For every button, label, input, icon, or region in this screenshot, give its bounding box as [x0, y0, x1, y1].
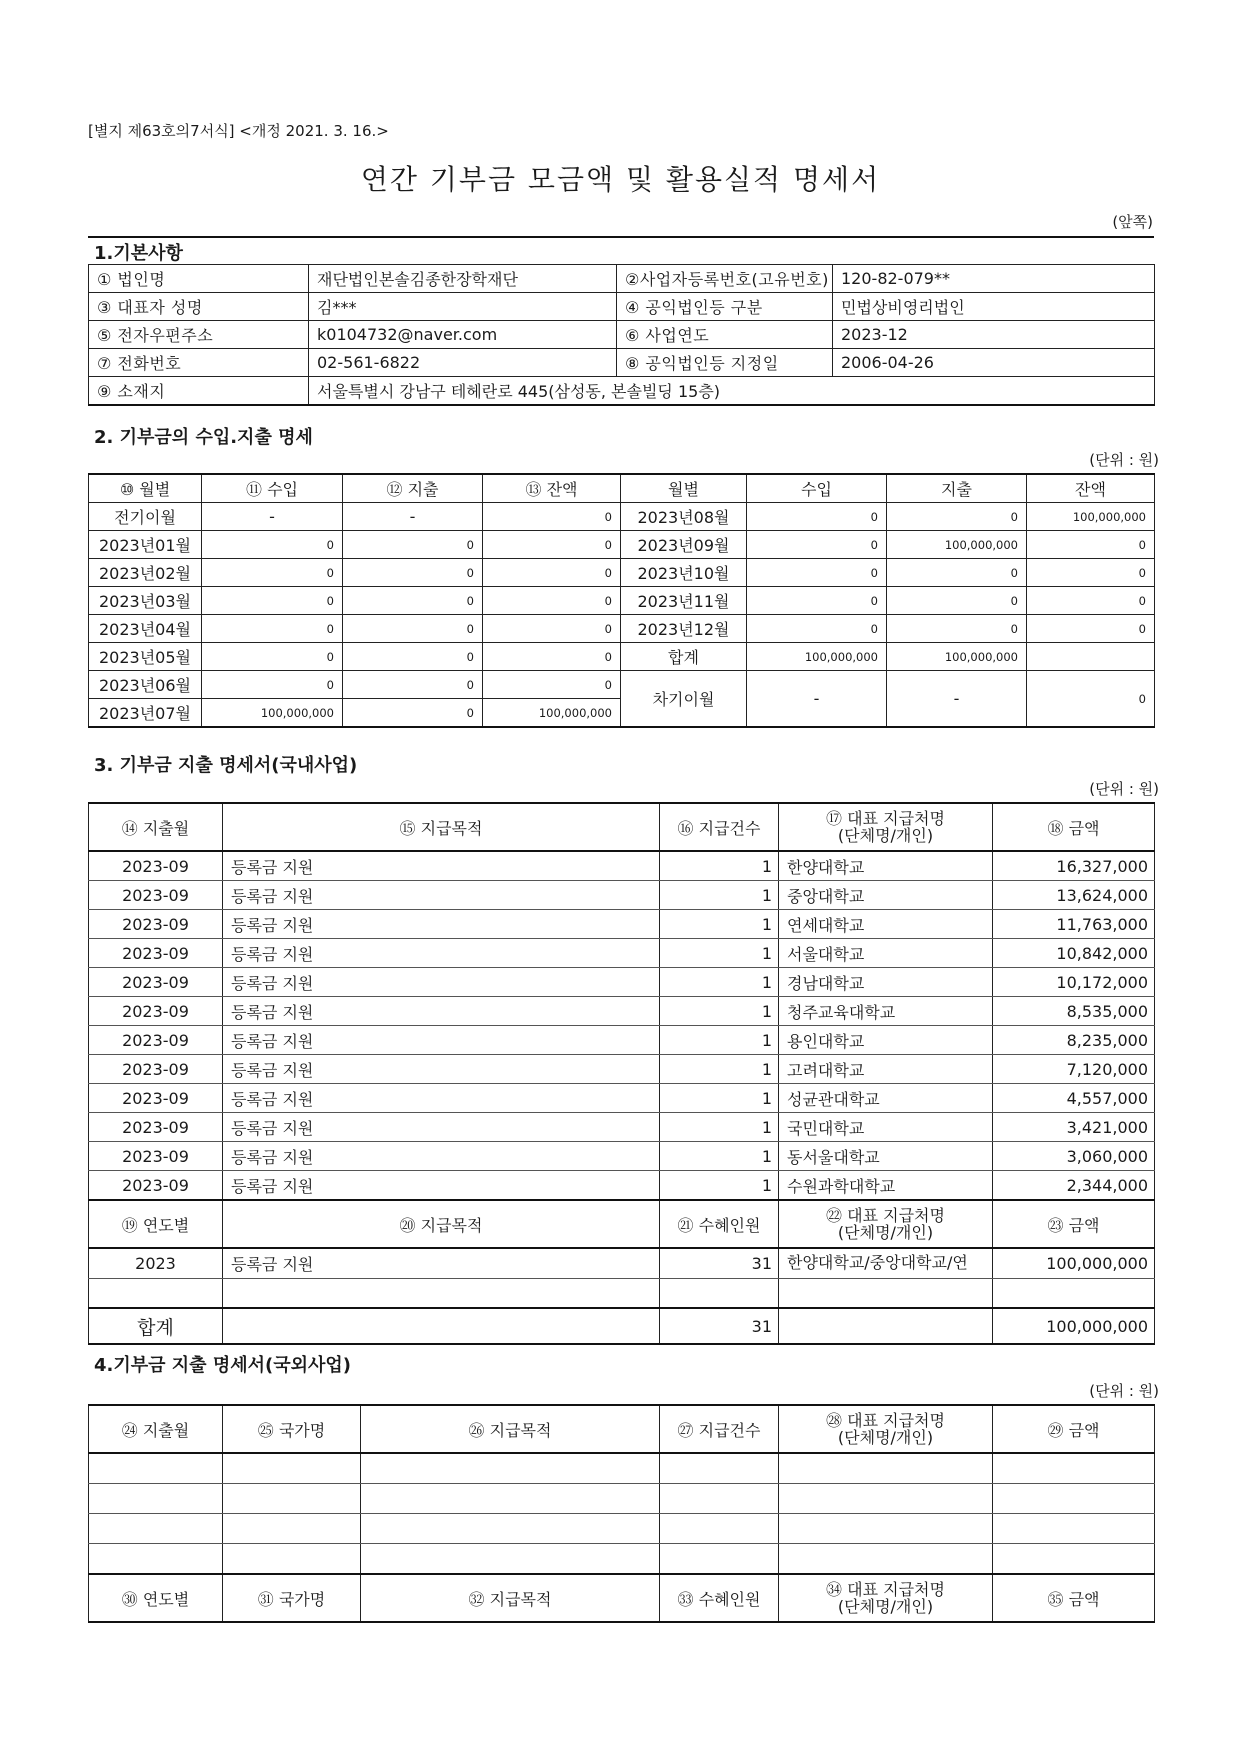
page-side-note: (앞쪽)	[1112, 213, 1153, 231]
income-cell: 0	[747, 615, 887, 643]
count-cell: 1	[660, 968, 779, 997]
income-cell: 100,000,000	[202, 699, 343, 728]
amount-cell: 10,842,000	[993, 939, 1155, 968]
purpose-cell	[223, 1308, 660, 1344]
form-reference: [별지 제63호의7서식] <개정 2021. 3. 16.>	[88, 122, 389, 140]
purpose-cell: 등록금 지원	[223, 1084, 660, 1113]
header-line: ㉘ 대표 지급처명	[826, 1411, 945, 1430]
table-header-row	[89, 1405, 1155, 1453]
income-expense-table	[88, 473, 1155, 728]
field-value: k0104732@naver.com	[309, 321, 617, 349]
balance-cell: 0	[483, 503, 621, 531]
empty-cell	[660, 1484, 779, 1514]
column-header: ㉜ 지급목적	[361, 1574, 660, 1622]
month-cell: 2023년08월	[621, 503, 747, 531]
month-cell: 2023-09	[89, 1142, 223, 1171]
amount-cell: 16,327,000	[993, 851, 1155, 881]
expense-cell: 0	[343, 643, 483, 671]
month-cell: 2023-09	[89, 881, 223, 910]
balance-cell: 0	[1027, 587, 1155, 615]
amount-cell: 11,763,000	[993, 910, 1155, 939]
table-row	[89, 503, 1155, 531]
amount-cell	[993, 1279, 1155, 1309]
expense-cell: -	[343, 503, 483, 531]
field-label: ⑤ 전자우편주소	[89, 321, 309, 349]
overseas-expense-table	[88, 1404, 1155, 1623]
column-header: ㉚ 연도별	[89, 1574, 223, 1622]
beneficiaries-cell	[660, 1279, 779, 1309]
total-row	[89, 1308, 1155, 1344]
purpose-cell: 등록금 지원	[223, 851, 660, 881]
month-cell: 2023년03월	[89, 587, 202, 615]
empty-cell	[993, 1544, 1155, 1575]
column-header: ⑪ 수입	[202, 474, 343, 503]
table-row	[89, 851, 1155, 881]
empty-cell	[660, 1544, 779, 1575]
empty-cell	[779, 1544, 993, 1575]
header-line: ㉒ 대표 지급처명	[826, 1206, 945, 1225]
amount-cell: 3,421,000	[993, 1113, 1155, 1142]
field-value: 2006-04-26	[833, 349, 1155, 377]
column-header: ⑫ 지출	[343, 474, 483, 503]
table-row	[89, 643, 1155, 671]
month-cell: 2023-09	[89, 910, 223, 939]
purpose-cell: 등록금 지원	[223, 1055, 660, 1084]
carry-forward-label: 차기이월	[621, 671, 747, 728]
empty-cell	[779, 1514, 993, 1544]
header-line: (단체명/개인)	[837, 1223, 934, 1242]
section-1-title: 1.기본사항	[94, 243, 183, 264]
amount-cell: 7,120,000	[993, 1055, 1155, 1084]
count-cell: 1	[660, 997, 779, 1026]
recipient-cell: 연세대학교	[779, 910, 993, 939]
unit-label: (단위 : 원)	[1089, 451, 1159, 469]
month-cell: 2023-09	[89, 1055, 223, 1084]
column-header	[779, 1200, 993, 1248]
empty-cell	[89, 1544, 223, 1575]
empty-cell	[223, 1484, 361, 1514]
column-header: ㉓ 금액	[993, 1200, 1155, 1248]
column-header: 수입	[747, 474, 887, 503]
column-header: ㉙ 금액	[993, 1405, 1155, 1453]
basic-info-row	[89, 293, 1155, 321]
table-header-row	[89, 474, 1155, 503]
expense-cell: 0	[887, 559, 1027, 587]
month-cell: 2023-09	[89, 1026, 223, 1055]
empty-row	[89, 1544, 1155, 1575]
section-2-title: 2. 기부금의 수입.지출 명세	[94, 427, 313, 448]
month-cell: 2023-09	[89, 1113, 223, 1142]
field-label: ③ 대표자 성명	[89, 293, 309, 321]
expense-cell: 0	[887, 587, 1027, 615]
balance-cell: 100,000,000	[1027, 503, 1155, 531]
unit-label: (단위 : 원)	[1089, 1382, 1159, 1400]
amount-cell: 8,235,000	[993, 1026, 1155, 1055]
column-header: ⑬ 잔액	[483, 474, 621, 503]
expense-cell: 0	[343, 699, 483, 728]
count-cell: 1	[660, 1084, 779, 1113]
empty-cell	[660, 1453, 779, 1484]
empty-cell	[993, 1484, 1155, 1514]
month-cell: 2023년02월	[89, 559, 202, 587]
income-cell: 0	[202, 559, 343, 587]
count-cell: 1	[660, 881, 779, 910]
column-header: ㉟ 금액	[993, 1574, 1155, 1622]
basic-info-table	[88, 264, 1155, 406]
purpose-cell: 등록금 지원	[223, 1142, 660, 1171]
column-header	[779, 1405, 993, 1453]
year-cell: 2023	[89, 1248, 223, 1279]
empty-cell	[779, 1453, 993, 1484]
unit-label: (단위 : 원)	[1089, 780, 1159, 798]
count-cell: 1	[660, 1113, 779, 1142]
field-label: ②사업자등록번호(고유번호)	[617, 265, 833, 293]
balance-cell: 0	[483, 671, 621, 699]
empty-cell	[89, 1514, 223, 1544]
empty-row	[89, 1514, 1155, 1544]
count-cell: 1	[660, 1171, 779, 1201]
column-header: 지출	[887, 474, 1027, 503]
purpose-cell: 등록금 지원	[223, 1113, 660, 1142]
balance-cell: 0	[483, 615, 621, 643]
purpose-cell: 등록금 지원	[223, 968, 660, 997]
purpose-cell: 등록금 지원	[223, 910, 660, 939]
income-cell: -	[202, 503, 343, 531]
month-cell: 2023-09	[89, 968, 223, 997]
table-row	[89, 1113, 1155, 1142]
column-header: ㉛ 국가명	[223, 1574, 361, 1622]
purpose-cell: 등록금 지원	[223, 881, 660, 910]
field-value: 김***	[309, 293, 617, 321]
field-label: ④ 공익법인등 구분	[617, 293, 833, 321]
amount-cell: 2,344,000	[993, 1171, 1155, 1201]
expense-cell: 0	[343, 559, 483, 587]
field-label: ⑧ 공익법인등 지정일	[617, 349, 833, 377]
count-cell: 1	[660, 851, 779, 881]
recipient-cell: 한양대학교	[779, 851, 993, 881]
expense-cell: 0	[343, 587, 483, 615]
empty-cell	[89, 1484, 223, 1514]
purpose-cell: 등록금 지원	[223, 1248, 660, 1279]
column-header: ㉖ 지급목적	[361, 1405, 660, 1453]
column-header: ㉑ 수혜인원	[660, 1200, 779, 1248]
beneficiaries-cell: 31	[660, 1248, 779, 1279]
count-cell: 1	[660, 1026, 779, 1055]
recipient-cell: 경남대학교	[779, 968, 993, 997]
month-cell: 2023년10월	[621, 559, 747, 587]
column-header: ㉝ 수혜인원	[660, 1574, 779, 1622]
column-header: 잔액	[1027, 474, 1155, 503]
month-cell: 2023년05월	[89, 643, 202, 671]
beneficiaries-total: 31	[660, 1308, 779, 1344]
amount-cell: 8,535,000	[993, 997, 1155, 1026]
recipient-cell: 용인대학교	[779, 1026, 993, 1055]
purpose-cell	[223, 1279, 660, 1309]
month-cell: 2023-09	[89, 1171, 223, 1201]
income-cell: 0	[202, 643, 343, 671]
table-row	[89, 671, 1155, 699]
purpose-cell: 등록금 지원	[223, 1026, 660, 1055]
month-cell: 2023년06월	[89, 671, 202, 699]
expense-cell: 0	[343, 615, 483, 643]
empty-cell	[993, 1514, 1155, 1544]
month-cell: 2023년12월	[621, 615, 747, 643]
header-line: ㉞ 대표 지급처명	[826, 1580, 945, 1599]
field-value: 재단법인본솔김종한장학재단	[309, 265, 617, 293]
header-line: (단체명/개인)	[837, 1428, 934, 1447]
table-row	[89, 910, 1155, 939]
empty-cell	[223, 1544, 361, 1575]
recipient-cell: 동서울대학교	[779, 1142, 993, 1171]
carry-income-cell: -	[747, 671, 887, 728]
purpose-cell: 등록금 지원	[223, 939, 660, 968]
empty-cell	[223, 1514, 361, 1544]
count-cell: 1	[660, 1055, 779, 1084]
field-label: ⑨ 소재지	[89, 377, 309, 406]
table-subheader-row	[89, 1574, 1155, 1622]
carry-expense-cell: -	[887, 671, 1027, 728]
month-cell: 2023년01월	[89, 531, 202, 559]
recipient-cell: 국민대학교	[779, 1113, 993, 1142]
table-row	[89, 1026, 1155, 1055]
field-value: 민법상비영리법인	[833, 293, 1155, 321]
count-cell: 1	[660, 939, 779, 968]
column-header: 월별	[621, 474, 747, 503]
empty-cell	[89, 1453, 223, 1484]
month-cell: 2023-09	[89, 939, 223, 968]
expense-cell: 0	[343, 671, 483, 699]
field-label: ① 법인명	[89, 265, 309, 293]
amount-total: 100,000,000	[993, 1308, 1155, 1344]
field-value: 2023-12	[833, 321, 1155, 349]
income-total-cell: 100,000,000	[747, 643, 887, 671]
header-line: ⑰ 대표 지급처명	[826, 809, 945, 828]
table-row	[89, 1142, 1155, 1171]
column-header: ⑭ 지출월	[89, 803, 223, 851]
table-header-row	[89, 803, 1155, 851]
recipient-cell: 성균관대학교	[779, 1084, 993, 1113]
expense-cell: 0	[887, 503, 1027, 531]
recipient-cell: 중앙대학교	[779, 881, 993, 910]
amount-cell: 100,000,000	[993, 1248, 1155, 1279]
empty-row	[89, 1453, 1155, 1484]
recipient-cell: 서울대학교	[779, 939, 993, 968]
balance-cell: 0	[483, 531, 621, 559]
income-cell: 0	[202, 587, 343, 615]
amount-cell: 10,172,000	[993, 968, 1155, 997]
month-cell: 2023-09	[89, 851, 223, 881]
table-row	[89, 997, 1155, 1026]
income-cell: 0	[747, 587, 887, 615]
recipient-cell	[779, 1279, 993, 1309]
purpose-cell: 등록금 지원	[223, 997, 660, 1026]
month-cell: 2023년11월	[621, 587, 747, 615]
column-header: ⑱ 금액	[993, 803, 1155, 851]
balance-cell: 0	[483, 559, 621, 587]
table-row	[89, 881, 1155, 910]
table-row	[89, 1084, 1155, 1113]
table-row	[89, 1055, 1155, 1084]
month-cell: 2023년04월	[89, 615, 202, 643]
expense-total-cell: 100,000,000	[887, 643, 1027, 671]
section-3-title: 3. 기부금 지출 명세서(국내사업)	[94, 755, 358, 776]
balance-cell: 0	[1027, 531, 1155, 559]
header-line: (단체명/개인)	[837, 1597, 934, 1616]
table-row	[89, 1171, 1155, 1201]
income-cell: 0	[747, 503, 887, 531]
income-cell: 0	[202, 531, 343, 559]
document-title: 연간 기부금 모금액 및 활용실적 명세서	[360, 163, 881, 196]
total-label: 합계	[621, 643, 747, 671]
amount-cell: 4,557,000	[993, 1084, 1155, 1113]
balance-cell: 0	[1027, 615, 1155, 643]
expense-cell: 0	[343, 531, 483, 559]
income-cell: 0	[747, 559, 887, 587]
basic-info-row	[89, 265, 1155, 293]
empty-cell	[223, 1453, 361, 1484]
balance-cell: 0	[483, 587, 621, 615]
column-header	[779, 1574, 993, 1622]
field-value: 서울특별시 강남구 테헤란로 445(삼성동, 본솔빌딩 15층)	[309, 377, 1155, 406]
empty-cell	[361, 1484, 660, 1514]
amount-cell: 3,060,000	[993, 1142, 1155, 1171]
table-row	[89, 968, 1155, 997]
year-cell	[89, 1279, 223, 1309]
count-cell: 1	[660, 1142, 779, 1171]
recipient-cell	[779, 1308, 993, 1344]
basic-info-row	[89, 321, 1155, 349]
month-cell: 2023년07월	[89, 699, 202, 728]
month-cell: 2023-09	[89, 997, 223, 1026]
table-row	[89, 531, 1155, 559]
carry-balance-cell: 0	[1027, 671, 1155, 728]
recipient-cell: 수원과학대학교	[779, 1171, 993, 1201]
field-value: 02-561-6822	[309, 349, 617, 377]
expense-cell: 100,000,000	[887, 531, 1027, 559]
empty-cell	[361, 1453, 660, 1484]
field-label: ⑦ 전화번호	[89, 349, 309, 377]
count-cell: 1	[660, 910, 779, 939]
column-header	[779, 803, 993, 851]
empty-row	[89, 1484, 1155, 1514]
table-row	[89, 559, 1155, 587]
table-row	[89, 587, 1155, 615]
column-header: ㉔ 지출월	[89, 1405, 223, 1453]
month-cell: 전기이월	[89, 503, 202, 531]
balance-cell: 100,000,000	[483, 699, 621, 728]
field-label: ⑥ 사업연도	[617, 321, 833, 349]
table-row	[89, 1279, 1155, 1309]
header-line: (단체명/개인)	[837, 826, 934, 845]
recipient-cell: 청주교육대학교	[779, 997, 993, 1026]
empty-cell	[660, 1514, 779, 1544]
income-cell: 0	[202, 615, 343, 643]
section-divider	[88, 236, 1154, 238]
table-row	[89, 1248, 1155, 1279]
column-header: ㉗ 지급건수	[660, 1405, 779, 1453]
column-header: ㉕ 국가명	[223, 1405, 361, 1453]
empty-cell	[361, 1514, 660, 1544]
balance-cell: 0	[483, 643, 621, 671]
field-value: 120-82-079**	[833, 265, 1155, 293]
income-cell: 0	[202, 671, 343, 699]
table-subheader-row	[89, 1200, 1155, 1248]
total-label: 합계	[89, 1308, 223, 1344]
basic-info-row	[89, 377, 1155, 406]
column-header: ⑲ 연도별	[89, 1200, 223, 1248]
income-cell: 0	[747, 531, 887, 559]
column-header: ⑮ 지급목적	[223, 803, 660, 851]
column-header: ⑩ 월별	[89, 474, 202, 503]
month-cell: 2023년09월	[621, 531, 747, 559]
amount-cell: 13,624,000	[993, 881, 1155, 910]
empty-cell	[993, 1453, 1155, 1484]
empty-cell	[779, 1484, 993, 1514]
recipient-cell: 한양대학교/중앙대학교/연	[779, 1248, 993, 1279]
basic-info-row	[89, 349, 1155, 377]
balance-cell: 0	[1027, 559, 1155, 587]
month-cell: 2023-09	[89, 1084, 223, 1113]
balance-total-cell	[1027, 643, 1155, 671]
recipient-cell: 고려대학교	[779, 1055, 993, 1084]
table-row	[89, 615, 1155, 643]
column-header: ⑳ 지급목적	[223, 1200, 660, 1248]
expense-cell: 0	[887, 615, 1027, 643]
section-4-title: 4.기부금 지출 명세서(국외사업)	[94, 1355, 352, 1376]
purpose-cell: 등록금 지원	[223, 1171, 660, 1201]
domestic-expense-table	[88, 802, 1155, 1345]
table-row	[89, 939, 1155, 968]
empty-cell	[361, 1544, 660, 1575]
column-header: ⑯ 지급건수	[660, 803, 779, 851]
